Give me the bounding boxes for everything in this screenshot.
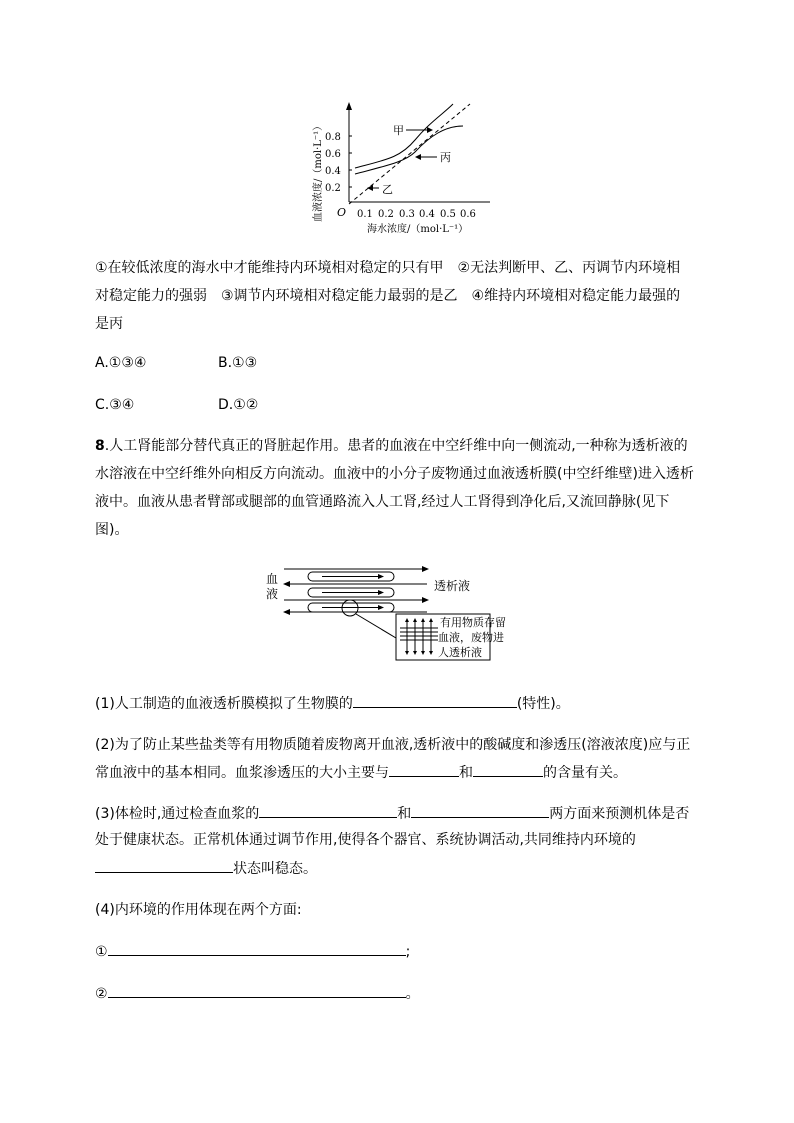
answer-blank[interactable] [259,803,397,818]
q8-answer-2 [95,983,420,1004]
q8-sub3-line2: 处于健康状态。正常机体通过调节作用,使得各个器官、系统协调活动,共同维持内环境的 [95,832,636,848]
q8-number: 8 [95,438,105,454]
x-tick: 0.4 [419,209,435,220]
answer-blank[interactable] [353,693,517,708]
x-tick: 0.6 [460,209,476,220]
x-tick: 0.3 [399,209,415,220]
y-tick: 0.4 [325,166,341,177]
q8-line4: 图)。 [95,522,129,538]
q8-sub4: (4)内环境的作用体现在两个方面: [95,902,302,918]
curve-bing [355,126,463,174]
q7-statements-line3: 是丙 [95,316,123,332]
blood-label-1: 血 [266,572,279,586]
answer-blank[interactable] [411,803,549,818]
q8-sub3-line3 [95,858,317,879]
q8-sub3-text-c: 两方面来预测机体是否 [549,806,690,822]
q8-sub3-text-a: (3)体检时,通过检查血浆的 [95,806,260,822]
callout-text-2: 血液，废物进 [438,631,504,644]
chart-y-label: 血液浓度/（mol·L⁻¹） [313,120,324,222]
label-bing: 丙 [440,151,451,164]
q8-sub2-text-a: 常血液中的基本相同。血浆渗透压的大小主要与 [95,765,389,781]
q8-sub2-line1: (2)为了防止某些盐类等有用物质随着废物离开血液,透析液中的酸碱度和渗透压(溶液浓度)应与正 [95,737,691,753]
blood-concentration-chart [305,100,500,240]
answer-blank[interactable] [108,983,406,998]
answer-blank[interactable] [389,762,459,777]
answer-blank[interactable] [473,762,543,777]
q7-statements-line2: 对稳定能力的强弱 ③调节内环境相对稳定能力最弱的是乙 ④维持内环境相对稳定能力最强的 [95,288,681,304]
answer-1-end: ; [405,944,411,960]
q8-answer-1 [95,941,410,962]
callout-text-1: 有用物质存留 [440,616,506,629]
q7-option-d[interactable]: D.①② [218,397,259,413]
answer-blank[interactable] [95,858,233,873]
x-tick: 0.5 [440,209,456,220]
q8-sub2-text-b: 和 [459,765,473,781]
answer-2-end: 。 [405,986,420,1002]
x-tick: 0.1 [357,209,373,220]
chart-x-label: 海水浓度/（mol·L⁻¹） [367,224,469,235]
q8-sub3-text-b: 和 [397,806,412,822]
y-tick: 0.6 [325,149,341,160]
label-yi: 乙 [382,183,393,196]
x-tick: 0.2 [378,209,394,220]
answer-1-prefix: ① [95,944,108,960]
y-tick: 0.2 [325,183,341,194]
q8-line1 [95,436,688,456]
q8-sub1-text-a: (1)人工制造的血液透析膜模拟了生物膜的 [95,696,353,712]
q8-line2: 水溶液在中空纤维外向相反方向流动。血液中的小分子废物通过血液透析膜(中空纤维壁)进入透析 [95,466,694,482]
q7-option-a[interactable]: A.①③④ [95,355,147,371]
q7-statements-line1: ①在较低浓度的海水中才能维持内环境相对稳定的只有甲 ②无法判断甲、乙、丙调节内环境相 [95,260,681,276]
q8-sub3-line1 [95,803,689,824]
callout-text-3: 人透析液 [438,646,482,659]
dialysate-label: 透析液 [434,579,471,593]
q7-option-b[interactable]: B.①③ [218,355,258,371]
q8-sub2-text-c: 的含量有关。 [543,765,627,781]
label-jia: 甲 [393,124,404,137]
answer-2-prefix: ② [95,986,108,1002]
q8-sub1 [95,693,570,714]
q8-sub2-line2 [95,762,627,783]
chart-origin: O [337,206,347,219]
q8-line3: 液中。血液从患者臂部或腿部的血管通路流入人工肾,经过人工肾得到净化后,又流回静脉(见下 [95,494,670,510]
answer-blank[interactable] [108,941,406,956]
q7-option-c[interactable]: C.③④ [95,397,135,413]
q8-sub3-text-end: 状态叫稳态。 [233,861,317,877]
q8-line1-text: .人工肾能部分替代真正的肾脏起作用。患者的血液在中空纤维中向一侧流动,一种称为透析液的 [104,438,688,454]
curve-yi [349,104,470,204]
q8-sub1-text-b: (特性)。 [516,696,570,712]
dialysis-diagram [262,562,506,662]
blood-label-2: 液 [266,587,279,601]
y-tick: 0.8 [325,132,341,143]
